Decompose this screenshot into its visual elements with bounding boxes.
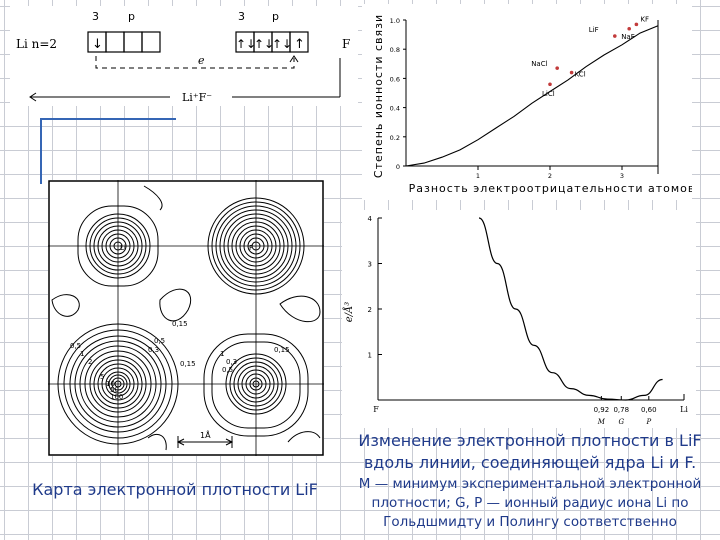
chart2-marker-value: 0,92 [593, 406, 610, 414]
chart1-point [627, 27, 631, 31]
orbital-diagram [10, 6, 358, 106]
chart2-marker-value: 0,60 [641, 406, 657, 414]
f-ion-label: F⁻ [249, 244, 257, 252]
chart1-y-tick-label: 0.4 [389, 104, 400, 113]
chart1-point [635, 23, 639, 27]
chart1-point [570, 71, 574, 75]
accent-line-horizontal [40, 118, 176, 120]
contour-label: 0,15 [274, 346, 290, 354]
chart2-y-tick-label: 3 [367, 260, 372, 269]
f-electron-pair-3: ↑↓ [272, 37, 293, 51]
chart1-y-tick-label: 0.8 [389, 46, 400, 55]
contour-label: 5 [100, 373, 105, 381]
chart1-point-label: NaF [621, 32, 635, 41]
chart2-ylabel: e/Å³ [344, 301, 355, 323]
contour-label: 0,3 [148, 346, 160, 354]
f-label: F [342, 37, 351, 51]
saddle-contour [280, 296, 320, 322]
contour-map [48, 180, 324, 456]
f-electron-pair-1: ↑↓ [236, 37, 257, 51]
chart1-xlabel: Разность электроотрицательности атомов [408, 182, 692, 195]
contour-map-caption: Карта электронной плотности LiF [32, 480, 318, 499]
chart1-y-tick-label: 0.6 [389, 75, 400, 84]
contour-label: 0,5 [222, 366, 234, 374]
chart2-curve [479, 218, 663, 400]
li-label: Li n=2 [16, 37, 58, 51]
chart2-x-end-label: Li [680, 405, 688, 414]
chart1-point-label: NaCl [531, 60, 548, 69]
chart2-marker-letter: G [618, 418, 625, 426]
chart1-x-tick-label: 2 [547, 172, 553, 180]
li-electron-arrow: ↓ [92, 37, 103, 52]
chart1-curve [406, 26, 658, 166]
density-caption-title: Изменение электронной плотности в LiF вдоль линии, соединяющей ядра Li и F. [358, 431, 702, 472]
f-level-number: 3 [238, 10, 245, 23]
contour-label: 0,5 [154, 337, 166, 345]
electron-transfer-path [96, 56, 294, 68]
ionicity-chart [362, 4, 692, 200]
li-level-sublevel: p [128, 10, 135, 23]
chart2-y-tick-label: 2 [367, 306, 372, 314]
chart1-point-label: LiF [588, 26, 599, 35]
orbital-diagram-svg [10, 6, 358, 106]
contour-label: 2 [88, 358, 93, 366]
density-profile-chart-svg [342, 210, 696, 428]
contour-label: 1 [220, 350, 225, 358]
f-level-sublevel: p [272, 10, 279, 23]
chart1-x-tick-label: 1 [475, 172, 481, 180]
contour-label: 100 [110, 393, 124, 401]
contour-lines [52, 186, 320, 450]
scale-label: 1Å [200, 431, 211, 440]
saddle-contour [144, 186, 162, 210]
contour-label: 0,15 [172, 320, 188, 328]
chart1-y-tick-label: 1.0 [389, 17, 400, 25]
chart2-y-tick-label: 1 [367, 351, 372, 360]
chart1-point [613, 34, 617, 38]
contour-label: 10 [106, 380, 115, 388]
density-profile-caption [340, 430, 720, 532]
contour-label: 0,15 [180, 360, 196, 368]
li-level-number: 3 [92, 10, 99, 23]
chart1-y-tick-label: 0.2 [389, 133, 400, 142]
chart2-x-end-label: F [373, 405, 379, 414]
contour-label: 0,5 [70, 342, 82, 350]
electron-label: e [198, 54, 205, 67]
chart2-marker-letter: M [597, 418, 605, 426]
chart1-point-label: LiCl [542, 90, 555, 99]
saddle-contour [288, 432, 320, 442]
chart1-point-label: KF [640, 15, 650, 24]
chart1-point-label: KCl [574, 70, 586, 79]
ionicity-chart-svg [362, 4, 692, 200]
chart1-x-tick-label: 3 [619, 172, 625, 180]
contour-label: 1 [80, 350, 85, 358]
chart2-y-tick-label: 4 [367, 215, 372, 223]
result-label: Li⁺F⁻ [182, 91, 213, 104]
chart1-ylabel: Степень ионности связи [372, 13, 385, 179]
contour-label: 0,3 [226, 358, 238, 366]
contour-map-svg [48, 180, 324, 456]
chart2-marker-letter: P [646, 418, 652, 426]
contour-map-frame [49, 181, 323, 455]
saddle-contour [52, 295, 79, 317]
chart1-y-tick-label: 0 [395, 163, 400, 171]
saddle-contour [160, 289, 191, 321]
chart1-point [555, 66, 559, 70]
chart1-point [548, 82, 552, 86]
accent-line-vertical [40, 118, 42, 184]
f-electron-single: ↑ [294, 37, 305, 52]
chart2-marker-value: 0,78 [613, 406, 630, 414]
f-electron-pair-2: ↑↓ [254, 37, 275, 51]
density-caption-note: M — минимум экспериментальной электронной плотности; G, P — ионный радиус иона Li по Гольдшмидту и Полингу соответственно [358, 476, 702, 530]
li-ion-label: Li⁻ [120, 244, 130, 252]
saddle-contour [148, 434, 166, 450]
scale-bar [178, 429, 232, 448]
contour-label: 50 [110, 386, 119, 394]
density-profile-chart [342, 210, 696, 428]
